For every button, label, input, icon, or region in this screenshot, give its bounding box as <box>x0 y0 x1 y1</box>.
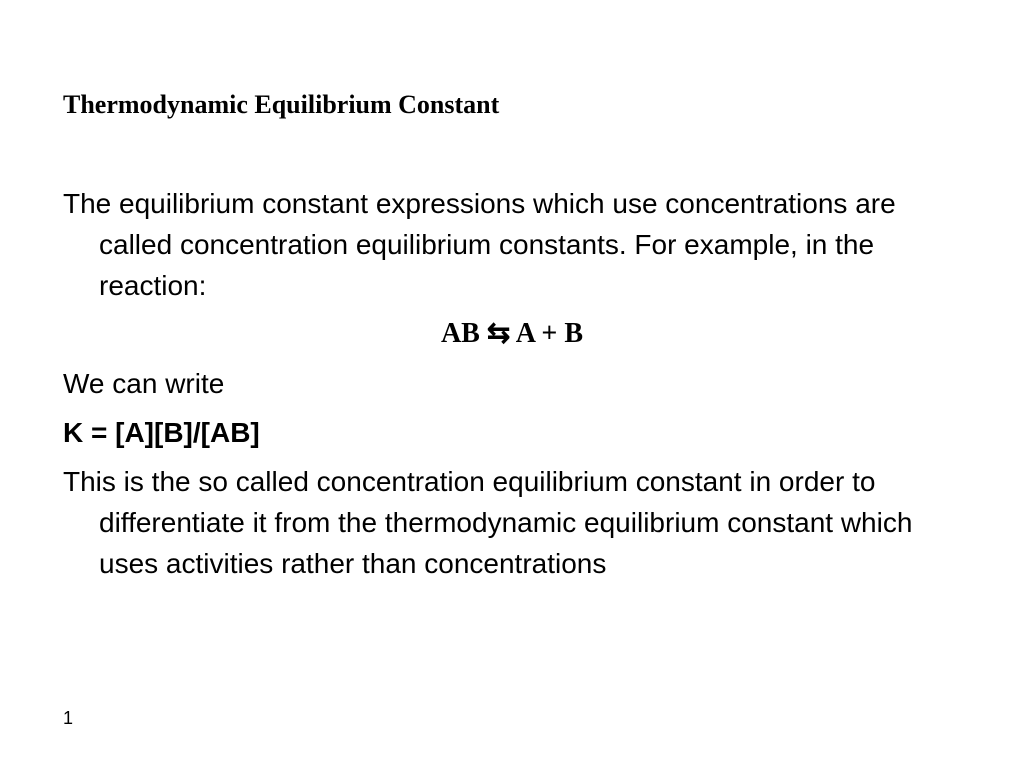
slide-title: Thermodynamic Equilibrium Constant <box>63 90 500 119</box>
we-can-write-text: We can write <box>63 368 225 399</box>
page-number: 1 <box>63 708 74 728</box>
equilibrium-constant-formula: K = [A][B]/[AB] <box>63 417 260 448</box>
reaction-equation: AB ⇆ A + B <box>440 318 584 349</box>
intro-paragraph: The equilibrium constant expressions which use concentrations are called concentration equilibrium constants. For example, in the reaction: <box>63 188 896 301</box>
explanation-paragraph: This is the so called concentration equilibrium constant in order to differentiate it from the thermodynamic equilibrium constant which uses activities rather than concentrations <box>63 466 913 579</box>
